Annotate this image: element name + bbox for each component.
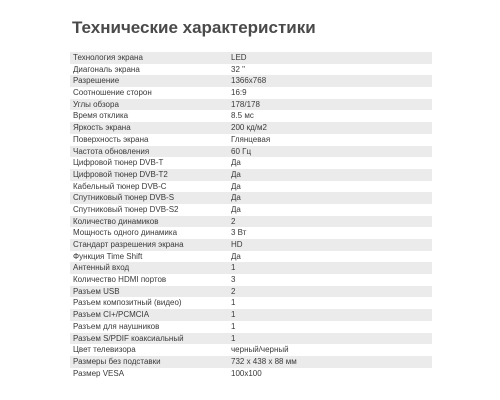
spec-table xyxy=(70,52,432,379)
spec-row xyxy=(70,192,432,204)
spec-label: Диагональ экрана xyxy=(73,64,140,74)
spec-row xyxy=(70,274,432,286)
spec-value: Да xyxy=(231,181,241,191)
spec-value: 1 xyxy=(231,310,236,320)
spec-value: 32 " xyxy=(231,64,245,74)
spec-label: Спутниковый тюнер DVB-S xyxy=(73,193,175,203)
spec-row xyxy=(70,122,432,134)
spec-value: 732 x 438 x 88 мм xyxy=(231,356,297,366)
spec-row xyxy=(70,251,432,263)
spec-row xyxy=(70,204,432,216)
page-title: Технические характеристики xyxy=(72,18,316,37)
spec-label: Время отклика xyxy=(73,111,129,121)
spec-row xyxy=(70,52,432,64)
spec-label: Поверхность экрана xyxy=(73,134,149,144)
spec-label: Кабельный тюнер DVB-C xyxy=(73,181,167,191)
spec-label: Разрешение xyxy=(73,76,120,86)
spec-label: Количество динамиков xyxy=(73,216,159,226)
spec-row xyxy=(70,356,432,368)
spec-label: Размер VESA xyxy=(73,368,125,378)
spec-row xyxy=(70,169,432,181)
spec-label: Мощность одного динамика xyxy=(73,228,178,238)
spec-value: 8.5 мс xyxy=(231,111,254,121)
spec-row xyxy=(70,297,432,309)
spec-value: 100x100 xyxy=(231,368,262,378)
spec-row xyxy=(70,333,432,345)
spec-label: Количество HDMI портов xyxy=(73,275,167,285)
spec-label: Соотношение сторон xyxy=(73,88,152,98)
spec-row xyxy=(70,262,432,274)
spec-value: 3 Вт xyxy=(231,228,247,238)
spec-label: Цвет телевизора xyxy=(73,345,136,355)
spec-row xyxy=(70,134,432,146)
spec-row xyxy=(70,239,432,251)
spec-value: 60 Гц xyxy=(231,146,252,156)
spec-label: Технология экрана xyxy=(73,53,143,62)
spec-value: черный/черный xyxy=(231,345,289,355)
spec-value: 1 xyxy=(231,333,236,343)
spec-label: Функция Time Shift xyxy=(73,251,143,261)
spec-row xyxy=(70,321,432,333)
spec-row xyxy=(70,309,432,321)
spec-value: Да xyxy=(231,251,241,261)
spec-label: Цифровой тюнер DVB-T xyxy=(73,158,164,168)
spec-label: Разъем композитный (видео) xyxy=(73,298,182,308)
spec-row xyxy=(70,87,432,99)
spec-row xyxy=(70,75,432,87)
spec-value: 3 xyxy=(231,275,236,285)
spec-row xyxy=(70,216,432,228)
spec-label: Разъем CI+/PCMCIA xyxy=(73,310,150,320)
spec-label: Яркость экрана xyxy=(73,123,131,133)
spec-value: 2 xyxy=(231,286,236,296)
spec-row xyxy=(70,286,432,298)
spec-value: 1 xyxy=(231,321,236,331)
spec-row xyxy=(70,227,432,239)
spec-label: Антенный вход xyxy=(73,263,130,273)
spec-row xyxy=(70,181,432,193)
spec-label: Спутниковый тюнер DVB-S2 xyxy=(73,204,179,214)
spec-label: Разъем S/PDIF коаксиальный xyxy=(73,333,184,343)
spec-row xyxy=(70,99,432,111)
spec-label: Разъем USB xyxy=(73,286,120,296)
spec-label: Разъем для наушников xyxy=(73,321,160,331)
spec-value: Да xyxy=(231,204,241,214)
spec-value: Да xyxy=(231,158,241,168)
spec-label: Частота обновления xyxy=(73,146,150,156)
spec-value: 200 кд/м2 xyxy=(231,123,267,133)
spec-value: 1 xyxy=(231,263,236,273)
spec-label: Размеры без подставки xyxy=(73,356,161,366)
spec-row xyxy=(70,157,432,169)
spec-label: Стандарт разрешения экрана xyxy=(73,240,184,249)
spec-row xyxy=(70,368,432,380)
spec-label: Цифровой тюнер DVB-T2 xyxy=(73,169,168,179)
spec-row xyxy=(70,110,432,122)
spec-value: 2 xyxy=(231,216,236,226)
spec-value: 1 xyxy=(231,298,236,308)
spec-value: Да xyxy=(231,193,241,203)
spec-value: 1366x768 xyxy=(231,76,267,86)
spec-row xyxy=(70,64,432,76)
spec-value: 178/178 xyxy=(231,99,260,109)
spec-value: LED xyxy=(231,53,247,62)
spec-row xyxy=(70,344,432,356)
spec-value: 16:9 xyxy=(231,88,247,98)
spec-value: Да xyxy=(231,169,241,179)
spec-value: HD xyxy=(231,240,243,249)
spec-label: Углы обзора xyxy=(73,99,119,109)
spec-row xyxy=(70,146,432,158)
spec-value: Глянцевая xyxy=(231,134,271,144)
